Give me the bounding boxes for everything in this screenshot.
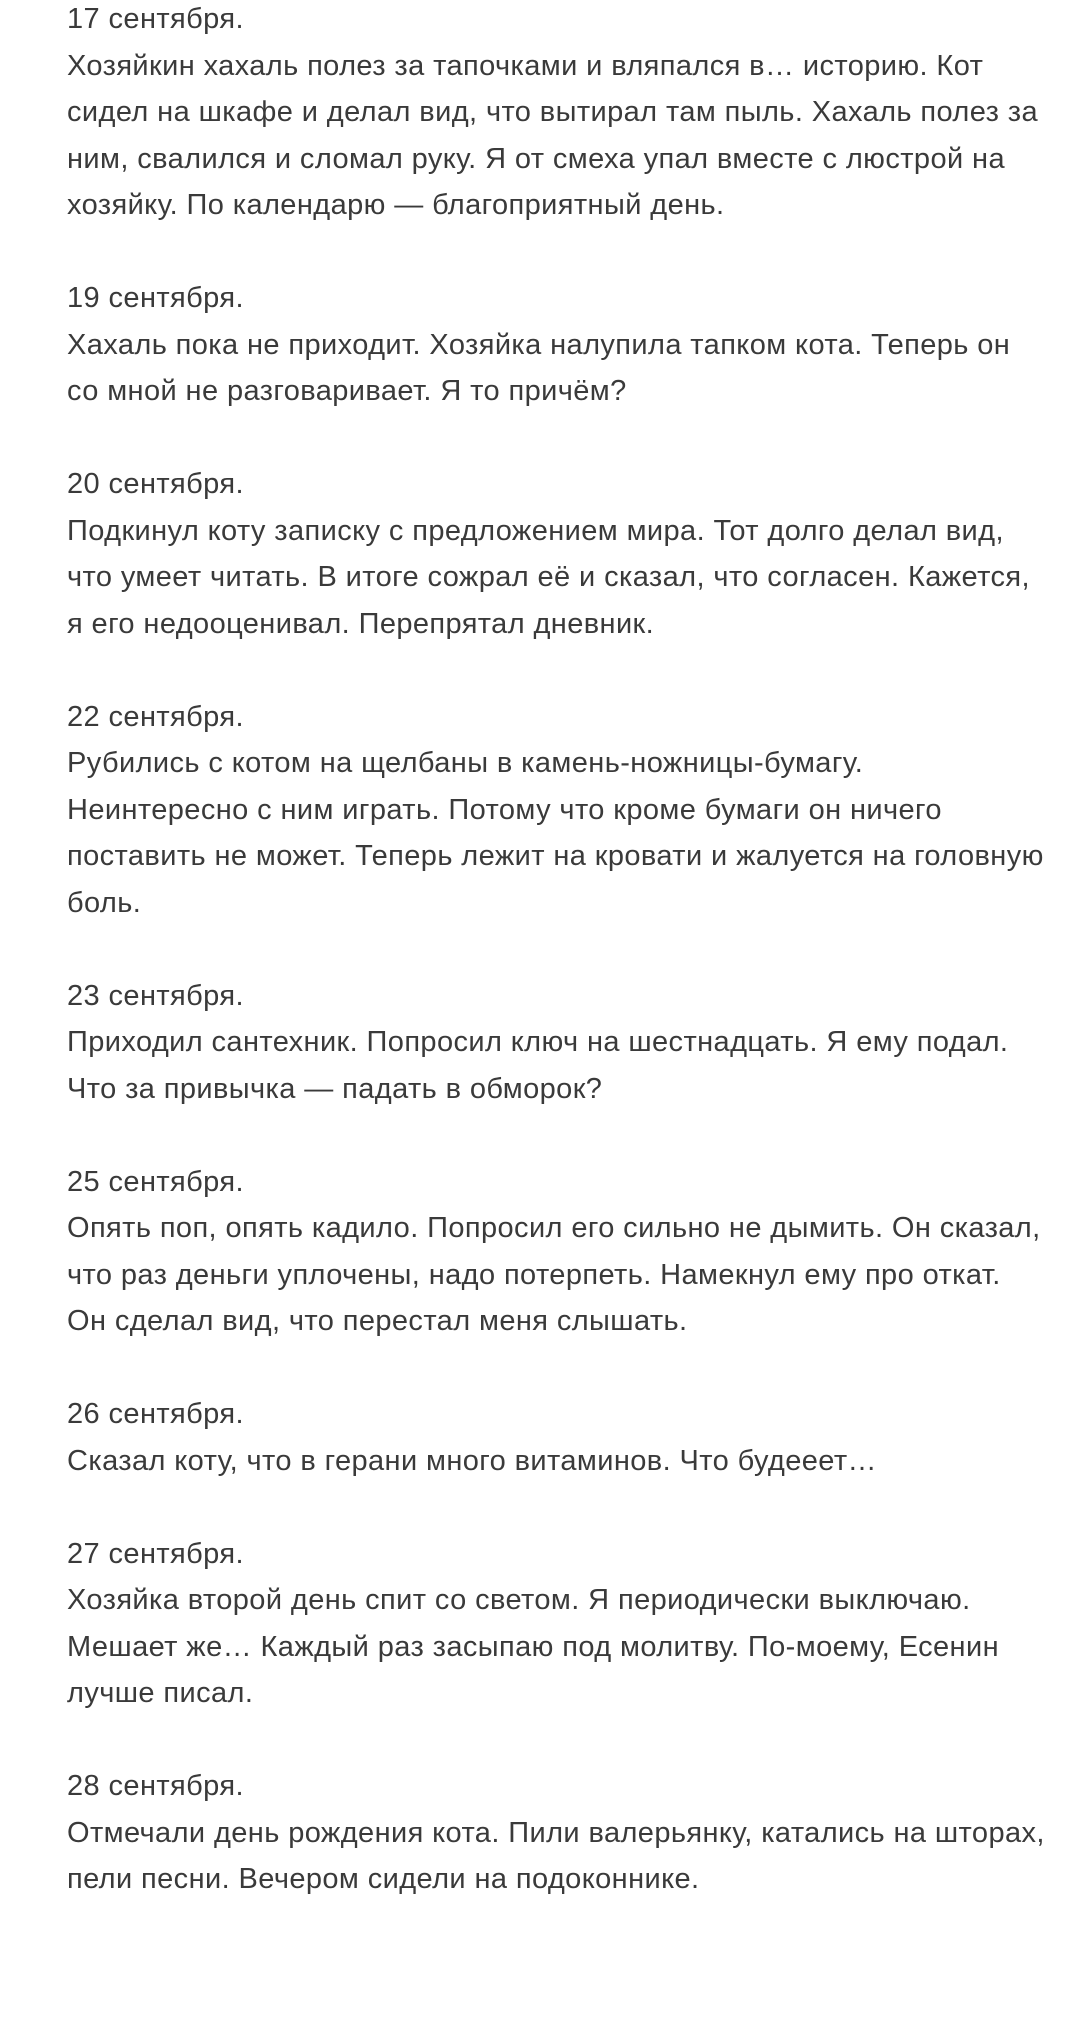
diary-entry (67, 694, 1047, 927)
entry-text: Хозяйка второй день спит со светом. Я периодически выключаю. Мешает же… Каждый раз засыпаю под молитву. По-моему, Есенин лучше писал. (67, 1584, 999, 1709)
diary-text (67, 0, 1047, 1949)
entry-date: 22 сентября. (67, 700, 244, 733)
diary-entry (67, 1391, 1047, 1484)
entry-text: Хозяйкин хахаль полез за тапочками и вляпался в… историю. Кот сидел на шкафе и делал вид, что вытирал там пыль. Хахаль полез за ним, свалился и сломал руку. Я от смеха упал вместе с люстрой на хозяйку. По календарю — благоприятный день. (67, 49, 1038, 221)
entry-date: 28 сентября. (67, 1770, 244, 1802)
diary-entry (67, 461, 1047, 647)
diary-entry (67, 973, 1047, 1113)
entry-date: 25 сентября. (67, 1165, 244, 1198)
entry-date: 20 сентября. (67, 468, 244, 500)
diary-entry (67, 1159, 1047, 1345)
diary-entry (67, 1763, 1047, 1903)
diary-entry (67, 1531, 1047, 1717)
entry-date: 26 сентября. (67, 1398, 244, 1430)
entry-text: Отмечали день рождения кота. Пили валерьянку, катались на шторах, пели песни. Вечером сидели на подоконнике. (67, 1816, 1045, 1895)
entry-text: Опять поп, опять кадило. Попросил его сильно не дымить. Он сказал, что раз деньги уплочены, надо потерпеть. Намекнул ему про откат. Он сделал вид, что перестал меня слышать. (67, 1212, 1041, 1337)
entry-date: 17 сентября. (67, 3, 244, 35)
entry-date: 27 сентября. (67, 1537, 244, 1570)
diary-entry (67, 275, 1047, 415)
entry-text: Приходил сантехник. Попросил ключ на шестнадцать. Я ему подал. Что за привычка — падать в обморок? (67, 1026, 1009, 1105)
diary-entry (67, 0, 1047, 229)
entry-text: Подкинул коту записку с предложением мира. Тот долго делал вид, что умеет читать. В итоге сожрал её и сказал, что согласен. Кажется, я его недооценивал. Перепрятал дневник. (67, 514, 1030, 640)
entry-date: 19 сентября. (67, 282, 244, 314)
entry-date: 23 сентября. (67, 979, 244, 1012)
entry-text: Сказал коту, что в герани много витаминов. Что будееет… (67, 1444, 877, 1477)
entry-text: Хахаль пока не приходит. Хозяйка налупила тапком кота. Теперь он со мной не разговаривает. Я то причём? (67, 328, 1011, 407)
entry-text: Рубились с котом на щелбаны в камень-ножницы-бумагу. Неинтересно с ним играть. Потому что кроме бумаги он ничего поставить не может. Теперь лежит на кровати и жалуется на головную боль. (67, 747, 1044, 919)
